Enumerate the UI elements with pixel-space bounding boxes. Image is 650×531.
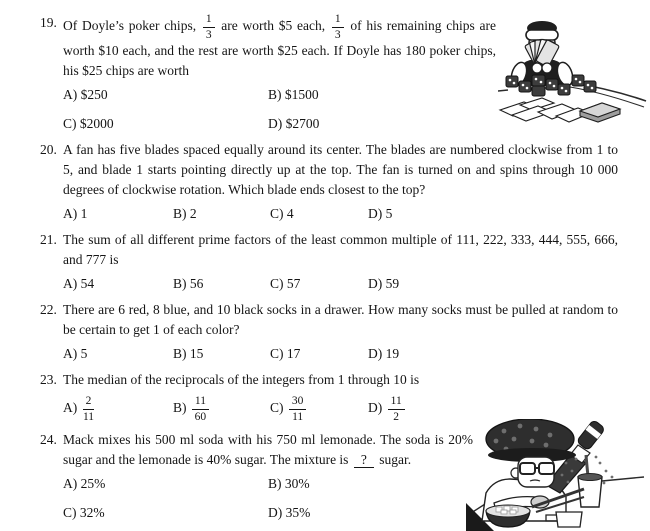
option-D: D) 59 (368, 276, 400, 291)
option-label: D) (268, 505, 286, 520)
option-label: B) (268, 476, 285, 491)
options-grid (63, 275, 618, 293)
fraction (83, 395, 95, 423)
option-C: C) $2000 (63, 116, 114, 131)
fraction-denominator: 2 (393, 411, 400, 423)
option-label: D) (368, 400, 386, 416)
question-21 (40, 230, 618, 293)
option-label: A) (63, 400, 81, 416)
option-label: C) (270, 276, 287, 291)
option-label: B) (173, 400, 190, 416)
fraction (289, 395, 307, 423)
question-number: 20. (40, 142, 57, 157)
question-body (63, 430, 473, 522)
option-B: B) 2 (173, 206, 197, 221)
fraction-numerator: 30 (289, 395, 307, 410)
option-label: B) (173, 346, 190, 361)
option-label: B) (268, 87, 285, 102)
question-number: 24. (40, 432, 57, 447)
option-label: B) (173, 276, 190, 291)
fraction-numerator: 1 (203, 13, 215, 28)
option-label: A) (63, 346, 81, 361)
option-D: D) 5 (368, 206, 393, 221)
option-label: A) (63, 276, 81, 291)
question-body (63, 370, 618, 423)
option-label: D) (368, 276, 386, 291)
fraction-denominator: 3 (334, 29, 341, 41)
question-body (63, 140, 618, 223)
option-label: A) (63, 476, 81, 491)
option-label: C) (270, 400, 287, 416)
option-A: A) 1 (63, 206, 88, 221)
option-B: B) 15 (173, 346, 204, 361)
options-grid (63, 345, 618, 363)
options-grid (63, 86, 496, 133)
fraction-denominator: 3 (205, 29, 212, 41)
question-20 (40, 140, 618, 223)
option-A: A) 5 (63, 346, 88, 361)
option-C: C) 57 (270, 276, 301, 291)
question-body (63, 300, 618, 363)
option-label: D) (268, 116, 286, 131)
option-C: C) 17 (270, 346, 301, 361)
option-label: D) (368, 346, 386, 361)
fraction (192, 395, 209, 423)
poker-player-illustration (498, 18, 648, 130)
options-grid (63, 205, 618, 223)
drink-mixer-illustration (466, 419, 646, 531)
question-body (63, 13, 496, 133)
option-B (173, 395, 270, 423)
answer-blank: ? (354, 452, 374, 468)
question-text: Of Doyle’s poker chips, $\frac{1}{3}$ are worth $5 each, $\frac{1}{3}$ of his remaining chips are worth $10 each, and the rest are worth $25 each. If Doyle has 180 poker chips, his $25 chips are worth (63, 13, 496, 78)
question-text: There are 6 red, 8 blue, and 10 black socks in a drawer. How many socks must be pulled at random to be certain to get 1 of each color? (63, 302, 618, 337)
fraction-numerator: 1 (332, 13, 344, 28)
question-23 (40, 370, 618, 423)
question-text: Mack mixes his 500 ml soda with his 750 ml lemonade. The soda is 20% sugar and the lemonade is 40% sugar. The mixture is ? sugar. (63, 432, 473, 467)
option-label: C) (63, 505, 80, 520)
fraction-denominator: 11 (292, 411, 304, 423)
option-D: D) 19 (368, 346, 400, 361)
question-number: 23. (40, 372, 57, 387)
option-A (63, 395, 173, 423)
fraction (332, 13, 344, 41)
fraction-denominator: 60 (194, 411, 207, 423)
fraction-denominator: 11 (82, 411, 95, 423)
option-label: A) (63, 206, 81, 221)
option-C (270, 395, 368, 423)
question-text: A fan has five blades spaced equally around its center. The blades are numbered clockwise from 1 to 5, and blade 1 starts pointing directly up at the top. The fan is turned on and spins through 10 000 degrees of clockwise rotation. Which blade ends closest to the top? (63, 142, 618, 197)
option-label: A) (63, 87, 81, 102)
options-grid (63, 475, 473, 522)
question-text: The sum of all different prime factors of the least common multiple of 111, 222, 333, 444, 555, 666, and 777 is (63, 232, 618, 267)
fraction-numerator: 2 (83, 395, 95, 410)
question-body (63, 230, 618, 293)
option-label: C) (270, 346, 287, 361)
option-D: D) 35% (268, 505, 311, 520)
question-number: 22. (40, 302, 57, 317)
option-label: C) (270, 206, 287, 221)
option-B: B) 56 (173, 276, 204, 291)
option-label: B) (173, 206, 190, 221)
question-text: The median of the reciprocals of the integers from 1 through 10 is (63, 372, 420, 387)
option-C: C) 4 (270, 206, 294, 221)
option-C: C) 32% (63, 505, 105, 520)
option-A: A) 25% (63, 476, 106, 491)
fraction (388, 395, 405, 423)
fraction-numerator: 11 (388, 395, 405, 410)
option-A: A) 54 (63, 276, 95, 291)
option-D: D) $2700 (268, 116, 320, 131)
fraction (203, 13, 215, 41)
option-label: C) (63, 116, 80, 131)
question-number: 21. (40, 232, 57, 247)
question-22 (40, 300, 618, 363)
option-A: A) $250 (63, 87, 108, 102)
question-number: 19. (40, 15, 57, 30)
fraction-numerator: 11 (192, 395, 209, 410)
option-label: D) (368, 206, 386, 221)
option-B: B) $1500 (268, 87, 319, 102)
option-B: B) 30% (268, 476, 310, 491)
